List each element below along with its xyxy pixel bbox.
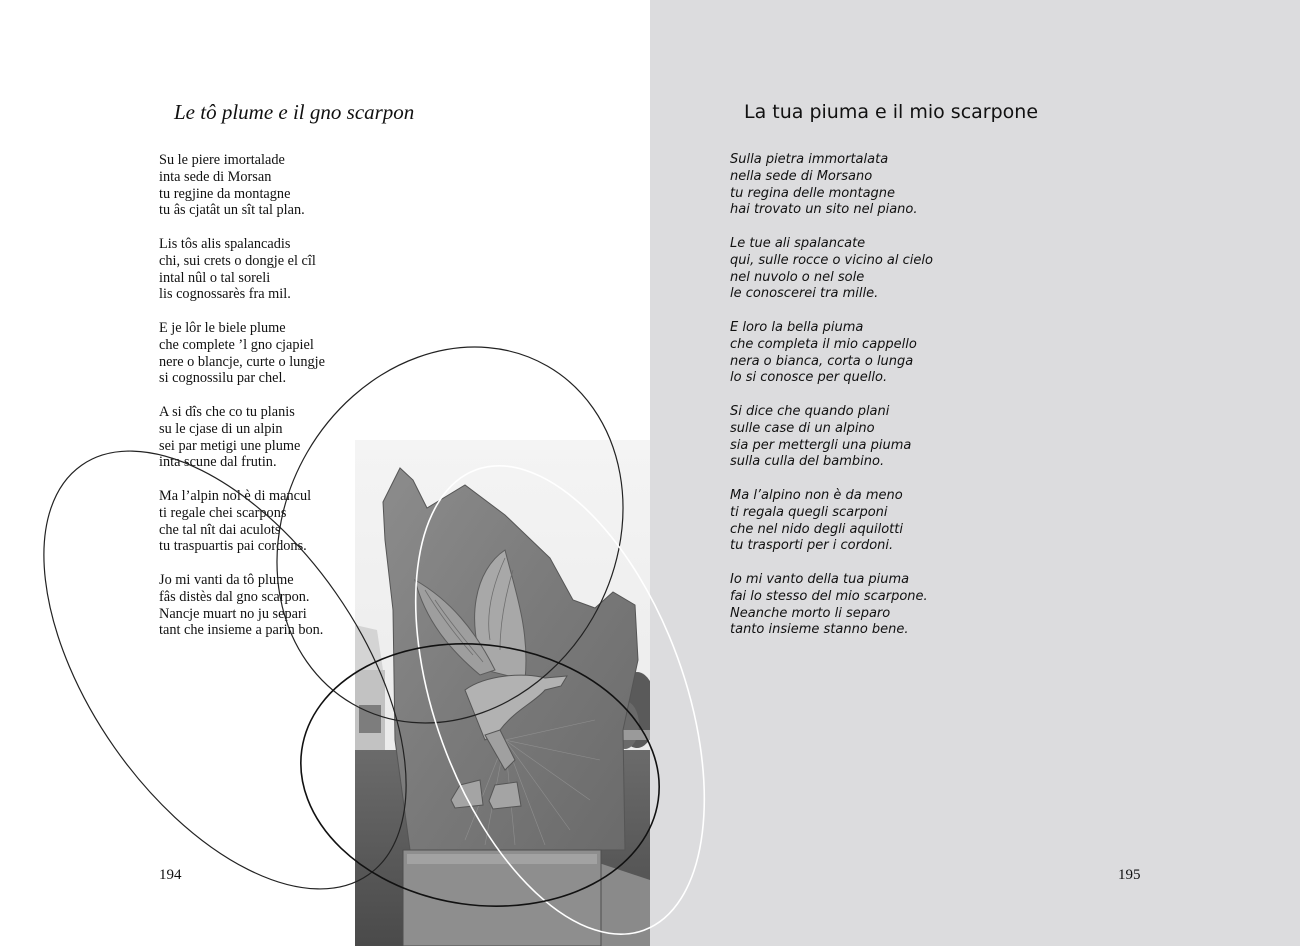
poem-line: Jo mi vanti da tô plume <box>159 571 294 588</box>
poem-line: ti regala quegli scarponi <box>730 504 888 520</box>
poem-line: inta sede di Morsan <box>159 168 272 185</box>
poem-line: fai lo stesso del mio scarpone. <box>730 588 928 604</box>
right-poem-body <box>730 152 990 656</box>
left-poem-title: Le tô plume e il gno scarpon <box>174 100 415 124</box>
poem-line: che complete ’l gno cjapiel <box>159 336 314 353</box>
poem-line: Nancje muart no ju separi <box>159 605 307 622</box>
poem-line: sei par metigi une plume <box>159 437 301 454</box>
right-page-number: 195 <box>1118 867 1141 883</box>
poem-line: E je lôr le biele plume <box>159 319 286 336</box>
poem-line: che completa il mio cappello <box>730 336 917 352</box>
poem-line: tu regina delle montagne <box>730 185 896 201</box>
poem-line: ti regale chei scarpons <box>159 504 287 521</box>
eagle-monument-photo <box>355 440 650 946</box>
poem-line: Le tue ali spalancate <box>730 235 866 251</box>
stanza <box>730 320 990 387</box>
stanza <box>730 152 990 219</box>
poem-line: Ma l’alpin nol è di mancul <box>159 487 312 504</box>
poem-line: le conoscerei tra mille. <box>730 286 879 302</box>
poem-line: Neanche morto li separo <box>730 605 891 621</box>
poem-line: nella sede di Morsano <box>730 168 873 184</box>
poem-line: sia per mettergli una piuma <box>730 437 912 453</box>
poem-line: su le cjase di un alpin <box>159 420 283 437</box>
poem-line: intal nûl o tal soreli <box>159 269 271 286</box>
stanza <box>730 488 990 555</box>
poem-line: tant che insieme a parin bon. <box>159 622 324 639</box>
left-page-number: 194 <box>159 867 182 883</box>
stanza <box>159 236 399 303</box>
poem-line: tanto insieme stanno bene. <box>730 622 909 638</box>
poem-line: E loro la bella piuma <box>730 319 864 335</box>
poem-line: fâs distès dal gno scarpon. <box>159 588 310 605</box>
poem-line: Sulla pietra immortalata <box>730 152 889 167</box>
poem-line: Su le piere imortalade <box>159 152 285 168</box>
poem-line: Si dice che quando plani <box>730 403 890 419</box>
poem-line: nere o blancje, curte o lungje <box>159 353 325 370</box>
poem-line: tu âs cjatât un sît tal plan. <box>159 202 305 219</box>
poem-line: Ma l’alpino non è da meno <box>730 487 903 503</box>
stanza <box>730 572 990 639</box>
poem-line: tu traspuartis pai cordons. <box>159 538 307 555</box>
stanza <box>730 404 990 471</box>
stanza <box>159 320 399 387</box>
poem-line: che tal nît dai aculots <box>159 521 281 538</box>
poem-line: Io mi vanto della tua piuma <box>730 571 910 587</box>
poem-line: tu regjine da montagne <box>159 185 291 202</box>
poem-line: A si dîs che co tu planis <box>159 403 295 420</box>
poem-line: Lis tôs alis spalancadis <box>159 235 291 252</box>
stanza <box>730 236 990 303</box>
poem-line: qui, sulle rocce o vicino al cielo <box>730 252 933 268</box>
poem-line: tu trasporti per i cordoni. <box>730 538 894 554</box>
right-poem-title: La tua piuma e il mio scarpone <box>744 101 1039 123</box>
stanza <box>159 152 399 219</box>
poem-line: si cognossilu par chel. <box>159 370 287 387</box>
poem-line: nel nuvolo o nel sole <box>730 269 865 285</box>
poem-line: sulla culla del bambino. <box>730 454 885 470</box>
poem-line: nera o bianca, corta o lunga <box>730 353 914 369</box>
poem-line: lis cognossarès fra mil. <box>159 286 291 303</box>
poem-line: inta scune dal frutin. <box>159 454 277 471</box>
poem-line: lo si conosce per quello. <box>730 370 888 386</box>
poem-line: chi, sui crets o dongje el cîl <box>159 252 316 269</box>
poem-line: hai trovato un sito nel piano. <box>730 202 918 218</box>
poem-line: sulle case di un alpino <box>730 420 875 436</box>
right-page <box>650 0 1300 946</box>
poem-line: che nel nido degli aquilotti <box>730 521 903 537</box>
